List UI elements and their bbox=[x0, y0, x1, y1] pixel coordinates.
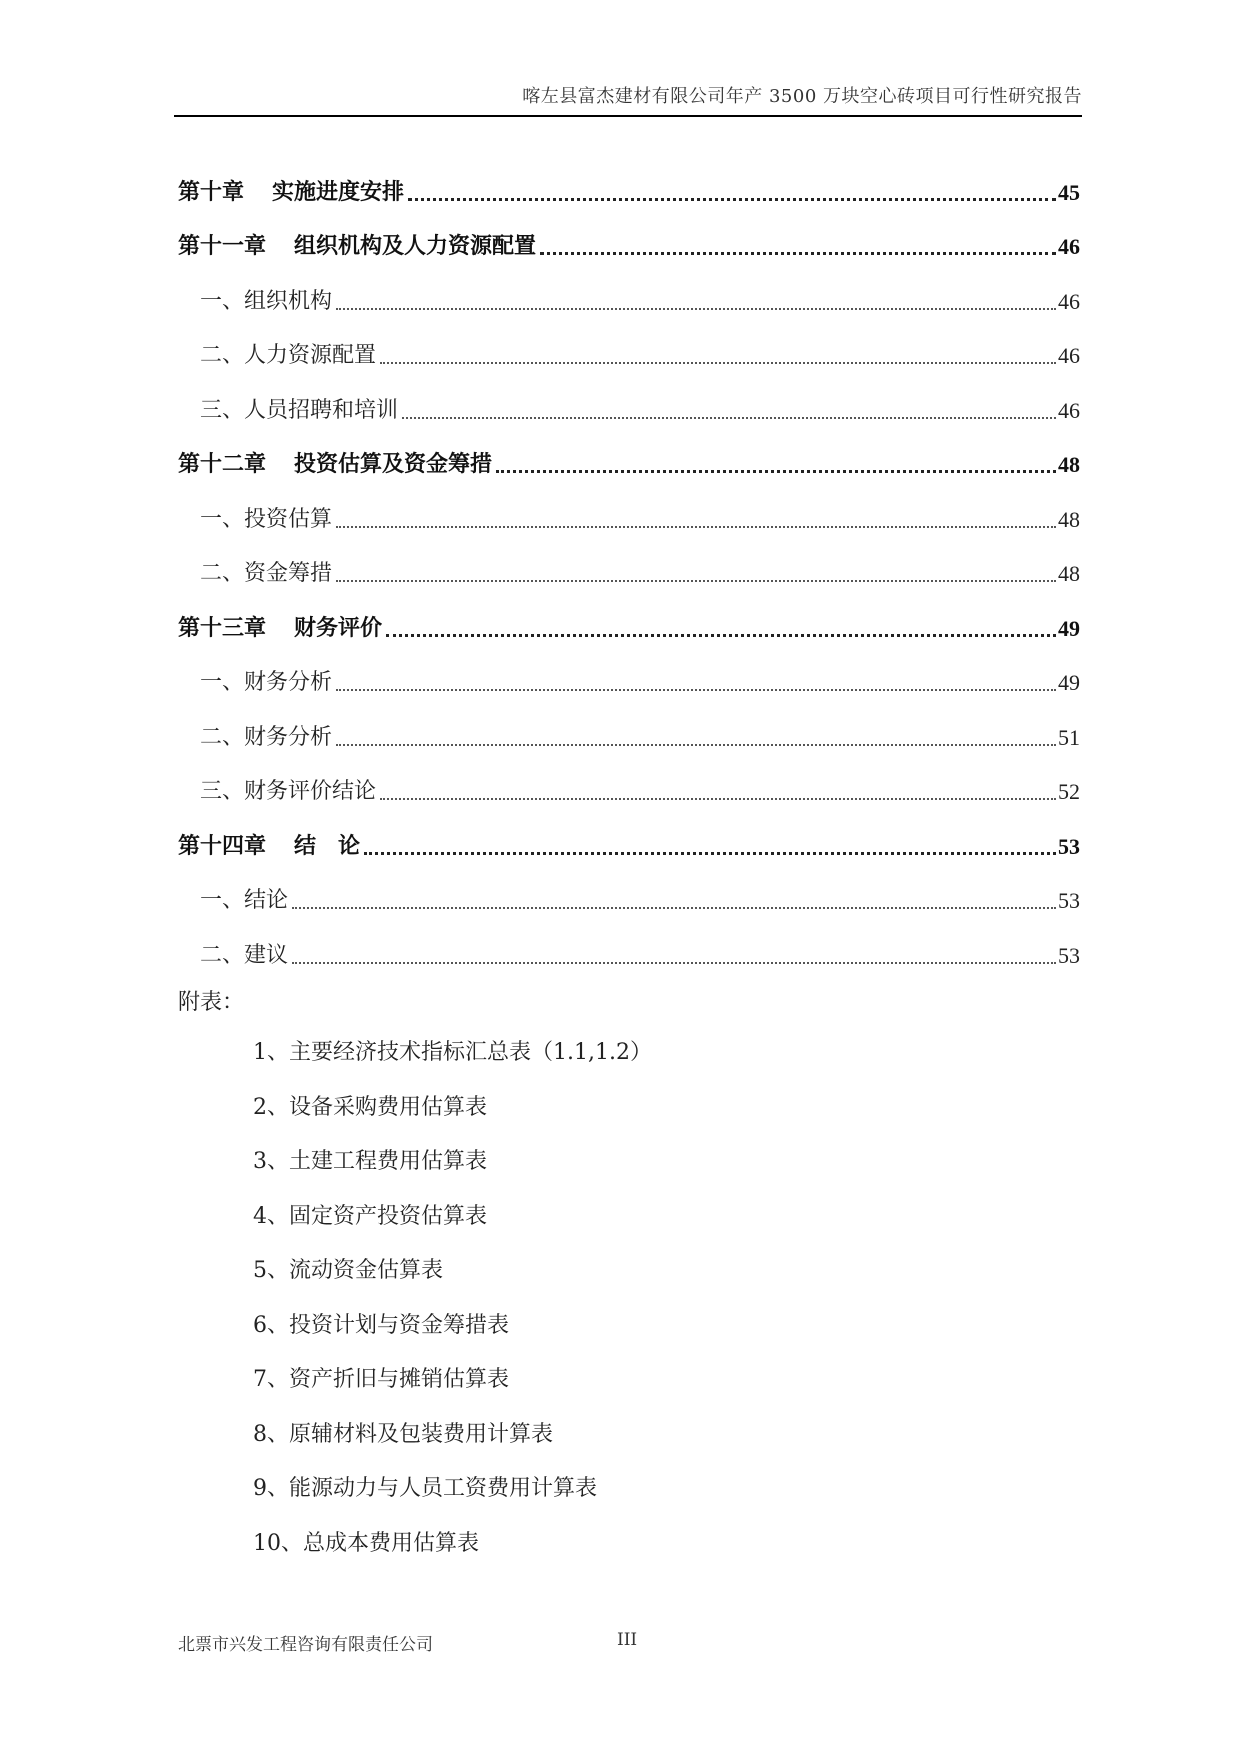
appendix-item: 2、设备采购费用估算表 bbox=[253, 1094, 487, 1120]
header-rule bbox=[174, 115, 1082, 117]
toc-page-number: 46 bbox=[1058, 397, 1080, 423]
appendix-item: 3、土建工程费用估算表 bbox=[253, 1149, 487, 1174]
toc-chapter-title: 投资估算及资金筹措 bbox=[294, 451, 493, 477]
toc-dot-leader bbox=[408, 198, 1056, 201]
toc-dot-leader bbox=[364, 852, 1056, 855]
toc-dot-leader bbox=[380, 798, 1056, 800]
toc-page-number: 46 bbox=[1058, 234, 1080, 259]
appendix-item: 9、能源动力与人员工资费用计算表 bbox=[253, 1476, 597, 1501]
toc-chapter-number: 第十二章 bbox=[178, 451, 267, 477]
appendix-label: 附表： bbox=[178, 990, 245, 1015]
toc-section-entry[interactable] bbox=[178, 656, 1080, 711]
toc-section-entry[interactable] bbox=[178, 492, 1080, 547]
toc-page-number: 48 bbox=[1058, 561, 1080, 586]
toc-page-number: 49 bbox=[1058, 615, 1080, 641]
toc-page-number: 52 bbox=[1058, 779, 1080, 804]
toc-entry-title: 一、组织机构 bbox=[200, 288, 333, 314]
footer-company: 北票市兴发工程咨询有限责任公司 bbox=[178, 1635, 433, 1655]
toc-chapter-number: 第十章 bbox=[178, 178, 245, 205]
toc-entry-title bbox=[178, 229, 536, 260]
toc-section-entry[interactable] bbox=[178, 710, 1080, 765]
toc-section-entry[interactable] bbox=[178, 765, 1080, 820]
toc-chapter-number: 第十三章 bbox=[178, 614, 267, 641]
toc-chapter-title: 结 论 bbox=[294, 832, 361, 859]
toc-section-entry[interactable] bbox=[178, 874, 1080, 929]
toc-dot-leader bbox=[540, 252, 1056, 255]
appendix-item: 1、主要经济技术指标汇总表（1.1,1.2） bbox=[253, 1040, 652, 1065]
toc-entry-title: 二、财务分析 bbox=[200, 724, 333, 750]
toc-page-number: 48 bbox=[1058, 452, 1080, 477]
toc-entry-title: 一、财务分析 bbox=[200, 670, 333, 695]
toc-chapter-entry[interactable] bbox=[178, 438, 1080, 493]
toc-section-entry[interactable] bbox=[178, 928, 1080, 983]
appendix-item: 10、总成本费用估算表 bbox=[253, 1530, 479, 1556]
toc-page-number: 53 bbox=[1058, 833, 1080, 859]
toc-dot-leader bbox=[336, 744, 1056, 746]
toc-chapter-entry[interactable] bbox=[178, 601, 1080, 656]
toc-chapter-entry[interactable] bbox=[178, 220, 1080, 275]
appendix-item: 6、投资计划与资金筹措表 bbox=[253, 1312, 509, 1338]
toc-chapter-number: 第十四章 bbox=[178, 832, 267, 859]
toc-section-entry[interactable] bbox=[178, 274, 1080, 329]
table-of-contents bbox=[178, 165, 1080, 983]
toc-entry-title: 二、建议 bbox=[200, 942, 289, 968]
appendix-item: 4、固定资产投资估算表 bbox=[253, 1203, 487, 1229]
toc-entry-title bbox=[178, 175, 404, 206]
appendix-item: 8、原辅材料及包装费用计算表 bbox=[253, 1421, 553, 1447]
toc-dot-leader bbox=[292, 962, 1056, 964]
toc-chapter-title: 组织机构及人力资源配置 bbox=[294, 233, 537, 259]
toc-entry-title: 三、财务评价结论 bbox=[200, 779, 377, 804]
toc-dot-leader bbox=[336, 526, 1056, 528]
toc-chapter-title: 实施进度安排 bbox=[272, 178, 405, 205]
toc-dot-leader bbox=[336, 580, 1056, 582]
toc-entry-title bbox=[178, 611, 382, 642]
toc-section-entry[interactable] bbox=[178, 547, 1080, 602]
toc-page-number: 53 bbox=[1058, 888, 1080, 913]
toc-entry-title: 三、人员招聘和培训 bbox=[200, 397, 399, 423]
toc-dot-leader bbox=[402, 417, 1056, 419]
toc-chapter-entry[interactable] bbox=[178, 819, 1080, 874]
toc-page-number: 45 bbox=[1058, 179, 1080, 205]
toc-chapter-title: 财务评价 bbox=[294, 614, 383, 641]
toc-dot-leader bbox=[496, 470, 1056, 473]
appendix-item: 5、流动资金估算表 bbox=[253, 1258, 443, 1283]
toc-page-number: 49 bbox=[1058, 670, 1080, 695]
toc-dot-leader bbox=[386, 634, 1056, 637]
toc-entry-title: 一、投资估算 bbox=[200, 506, 333, 532]
toc-page-number: 46 bbox=[1058, 288, 1080, 314]
footer-page-number: III bbox=[617, 1630, 638, 1650]
toc-entry-title bbox=[178, 447, 492, 478]
appendix-item: 7、资产折旧与摊销估算表 bbox=[253, 1367, 509, 1392]
toc-dot-leader bbox=[380, 362, 1056, 364]
appendix-list bbox=[253, 1026, 652, 1571]
toc-page-number: 53 bbox=[1058, 942, 1080, 968]
toc-page-number: 51 bbox=[1058, 724, 1080, 750]
toc-entry-title: 二、资金筹措 bbox=[200, 561, 333, 586]
toc-section-entry[interactable] bbox=[178, 383, 1080, 438]
toc-entry-title: 二、人力资源配置 bbox=[200, 343, 377, 368]
toc-entry-title bbox=[178, 829, 360, 860]
toc-chapter-entry[interactable] bbox=[178, 165, 1080, 220]
toc-dot-leader bbox=[336, 689, 1056, 691]
toc-chapter-number: 第十一章 bbox=[178, 233, 267, 259]
toc-entry-title: 一、结论 bbox=[200, 888, 289, 913]
toc-page-number: 48 bbox=[1058, 506, 1080, 532]
toc-section-entry[interactable] bbox=[178, 329, 1080, 384]
toc-dot-leader bbox=[292, 907, 1056, 909]
toc-dot-leader bbox=[336, 308, 1056, 310]
running-header: 喀左县富杰建材有限公司年产 3500 万块空心砖项目可行性研究报告 bbox=[522, 86, 1082, 107]
toc-page-number: 46 bbox=[1058, 343, 1080, 368]
